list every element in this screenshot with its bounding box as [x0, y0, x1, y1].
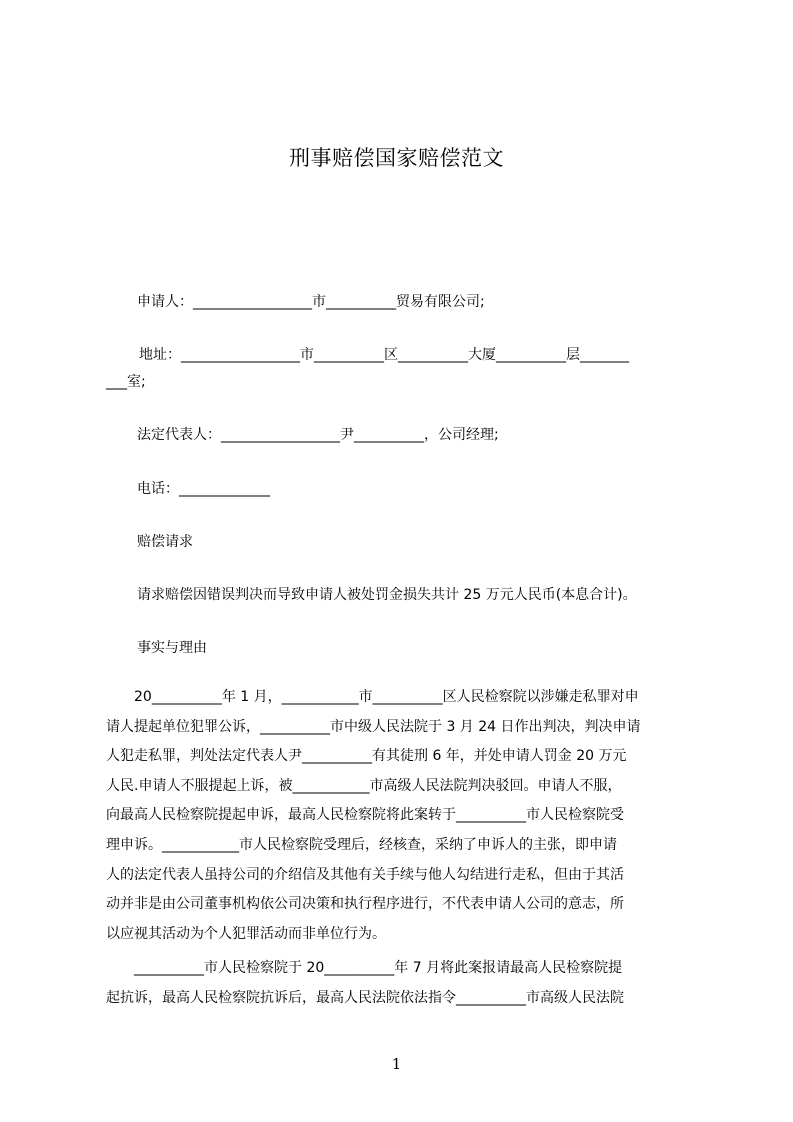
facts-heading: 事实与理由	[137, 640, 207, 656]
paragraph-line: 理申诉。___________市人民检察院受理后，经核查，采纳了申诉人的主张，即申请	[106, 836, 617, 853]
facts-paragraph-2	[106, 954, 698, 1013]
address-line-1: 地址：_________________市__________区__________大厦__________层_______	[139, 347, 629, 363]
paragraph-line: 人犯走私罪，判处法定代表人尹__________有其徒刑 6 年，并处申请人罚金 20 万元	[106, 748, 627, 765]
document-title: 刑事赔偿国家赔偿范文	[289, 146, 504, 170]
address-line-2: ___室;	[106, 374, 146, 390]
paragraph-line: 起抗诉，最高人民检察院抗诉后，最高人民法院依法指令__________市高级人民法院	[106, 989, 624, 1006]
phone-line: 电话：_____________	[137, 481, 270, 497]
paragraph-line: 人的法定代表人虽持公司的介绍信及其他有关手续与他人勾结进行走私，但由于其活	[106, 866, 624, 883]
paragraph-line: 20__________年 1 月，___________市__________区人民检察院以涉嫌走私罪对申	[106, 689, 639, 705]
legal-representative-line: 法定代表人：_________________尹__________，公司经理;	[137, 427, 499, 443]
claim-heading: 赔偿请求	[137, 534, 193, 550]
paragraph-line: __________市人民检察院于 20__________年 7 月将此案报请最高人民检察院提	[106, 960, 623, 976]
paragraph-line: 动并非是由公司董事机构依公司决策和执行程序进行，不代表申请人公司的意志，所	[106, 896, 624, 913]
page-number: 1	[391, 1055, 402, 1073]
paragraph-line: 以应视其活动为个人犯罪活动而非单位行为。	[106, 925, 386, 942]
claim-text: 请求赔偿因错误判决而导致申请人被处罚金损失共计 25 万元人民币(本息合计)。	[137, 587, 637, 603]
applicant-line: 申请人：_________________市__________贸易有限公司;	[137, 294, 485, 310]
paragraph-line: 人民.申请人不服提起上诉，被___________市高级人民法院判决驳回。申请人不服，	[106, 777, 622, 794]
paragraph-line: 向最高人民检察院提起申诉，最高人民检察院将此案转于__________市人民检察院受	[106, 807, 624, 824]
paragraph-line: 请人提起单位犯罪公诉，__________市中级人民法院于 3 月 24 日作出判决，判决申请	[106, 718, 641, 735]
facts-paragraph-1	[106, 683, 698, 949]
